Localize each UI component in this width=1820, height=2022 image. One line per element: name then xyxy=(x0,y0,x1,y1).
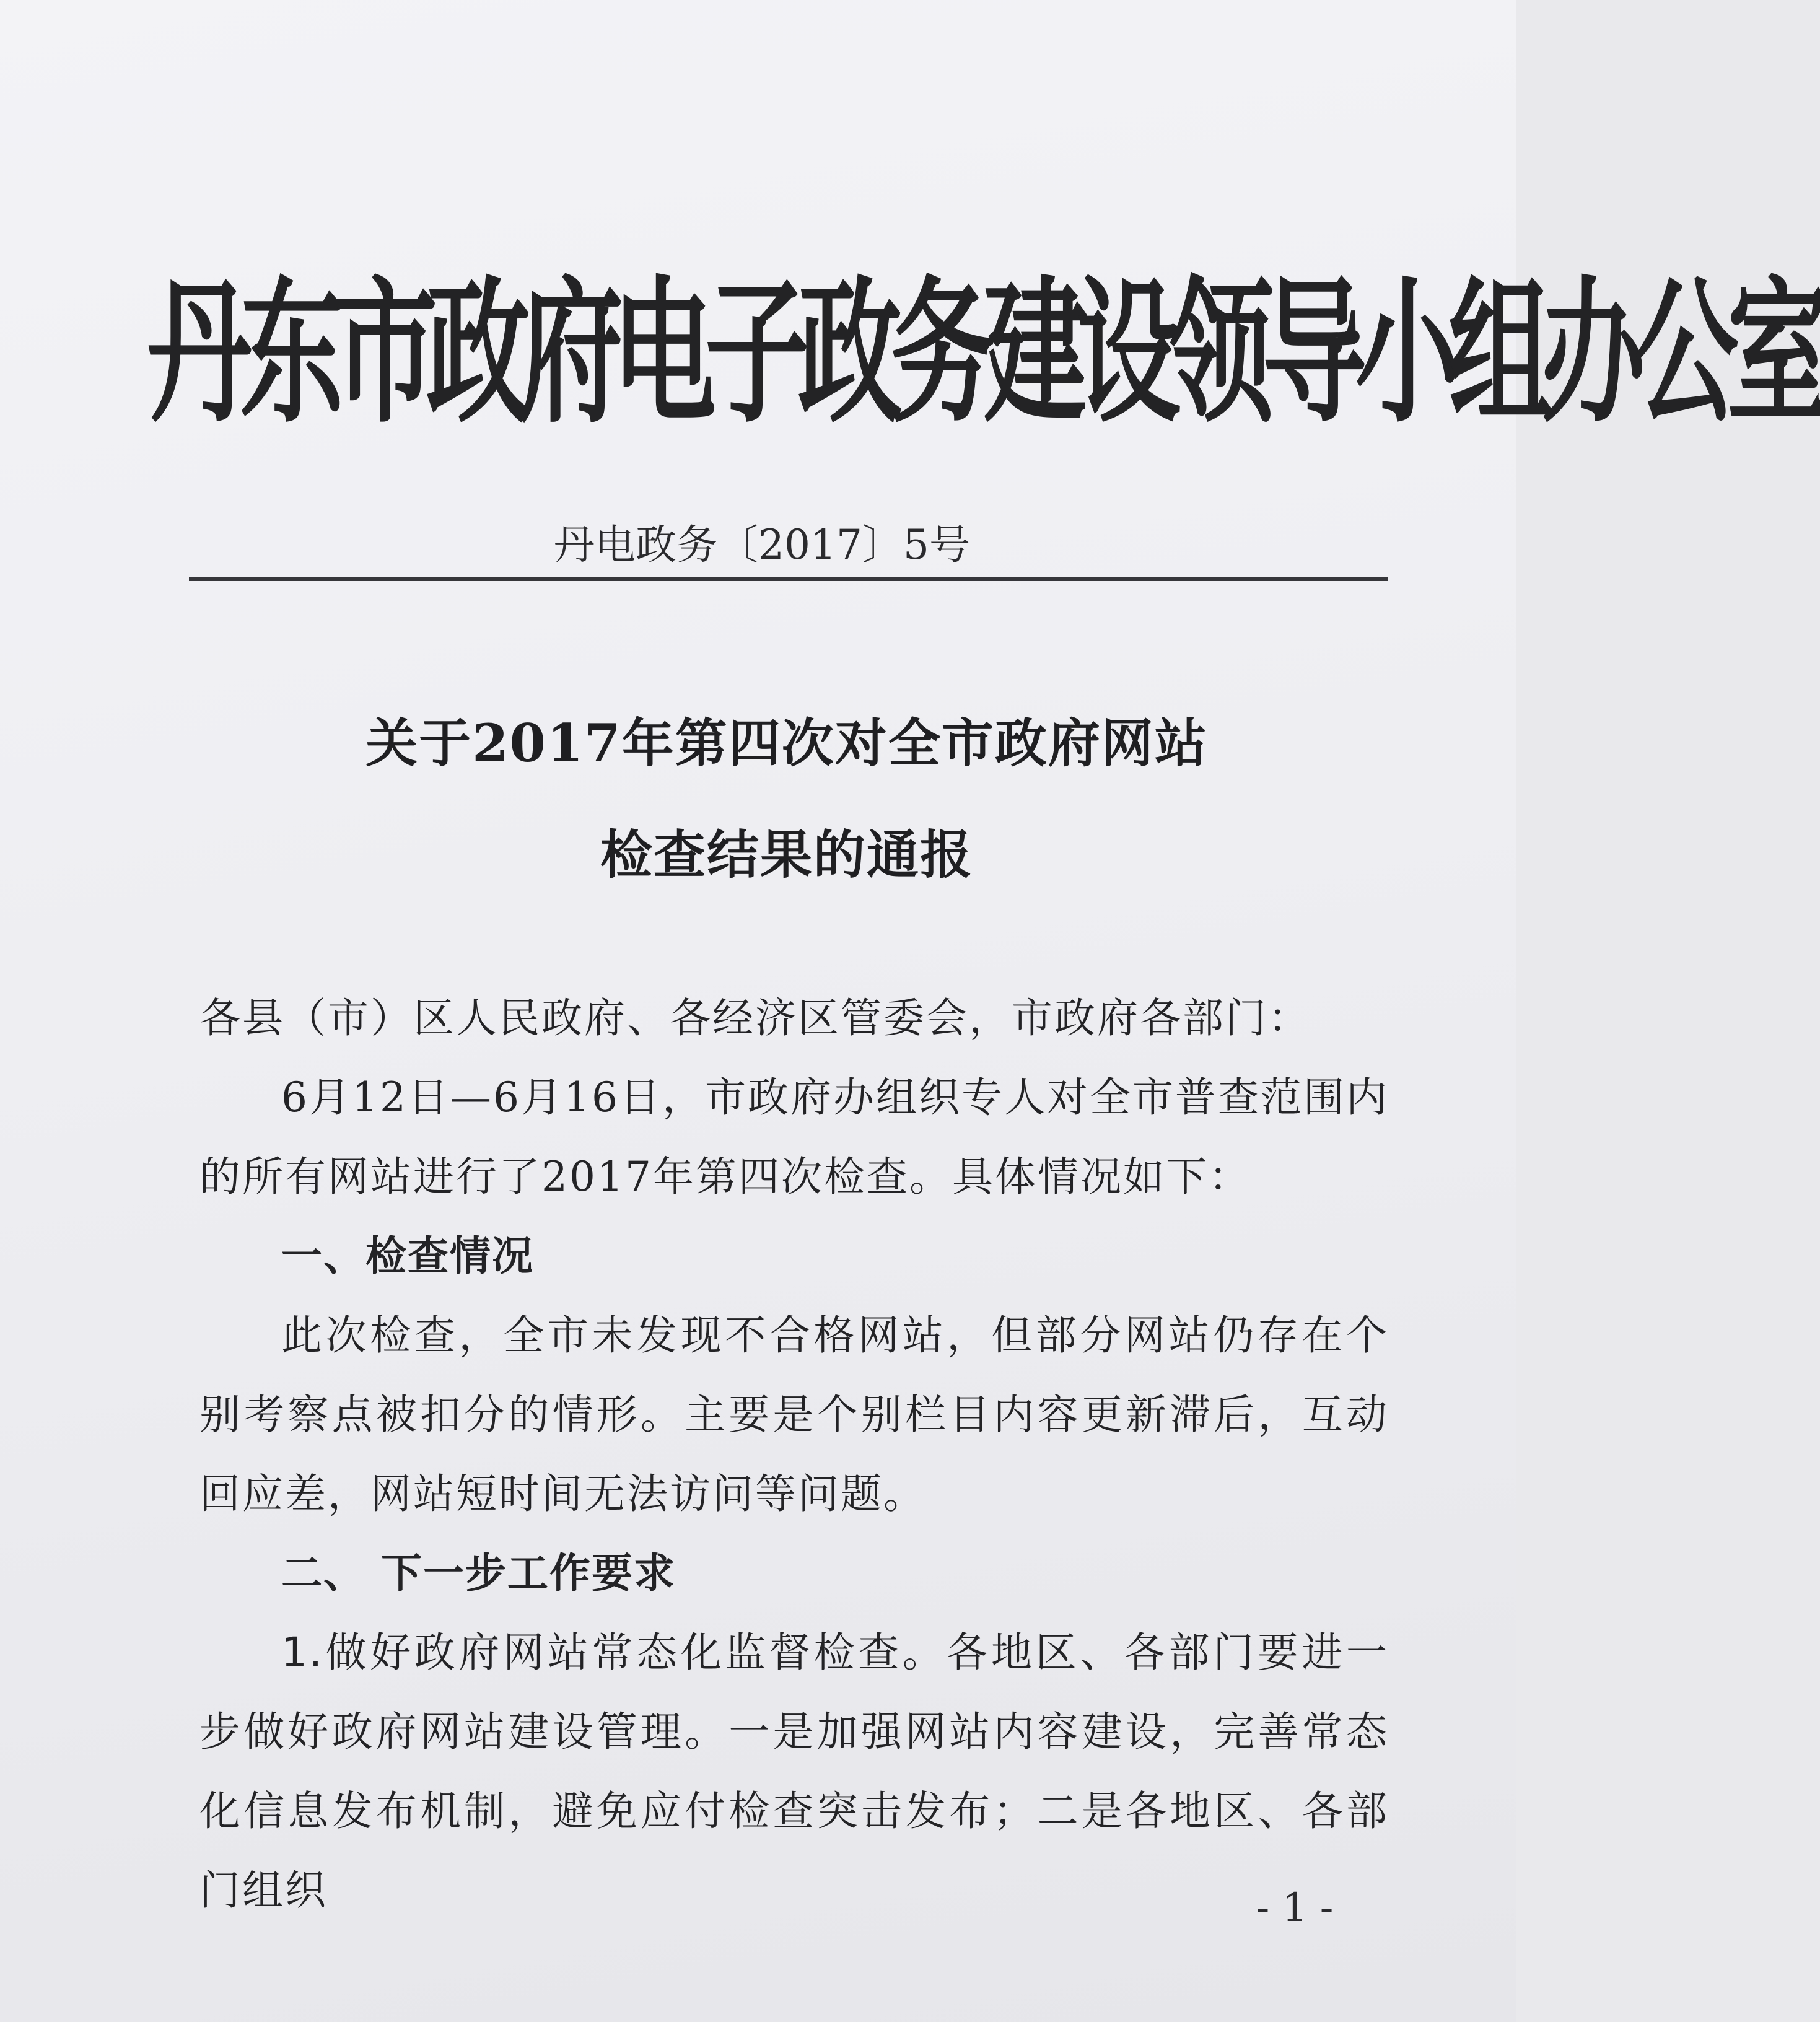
issuer-masthead: 丹东市政府电子政务建设领导小组办公室 xyxy=(147,262,1820,444)
header-divider xyxy=(189,577,1388,581)
document-title xyxy=(186,688,1388,911)
item-1-text: 各地区、各部门要进一步做好政府网站建设管理。一是加强网站内容建设，完善常态化信息发布机制，避免应付检查突击发布；二是各地区、各部门组织 xyxy=(199,1629,1389,1914)
item-1-lead: 1.做好政府网站常态化监督检查。 xyxy=(281,1629,947,1676)
section-2-heading: 二、 下一步工作要求 xyxy=(281,1549,676,1597)
section-1-heading: 一、检查情况 xyxy=(281,1232,534,1280)
document-body xyxy=(199,979,1389,1930)
intro-paragraph: 6月12日—6月16日，市政府办组织专人对全市普查范围内的所有网站进行了2017年第四次检查。具体情况如下： xyxy=(199,1074,1389,1201)
title-line-1: 关于2017年第四次对全市政府网站 xyxy=(365,712,1208,774)
page-number: - 1 - xyxy=(1256,1885,1334,1931)
salutation: 各县（市）区人民政府、各经济区管委会，市政府各部门： xyxy=(199,994,1311,1042)
title-line-2: 检查结果的通报 xyxy=(600,824,973,885)
item-1-paragraph xyxy=(199,1613,1389,1930)
section-1-paragraph: 此次检查，全市未发现不合格网站，但部分网站仍存在个别考察点被扣分的情形。主要是个别栏目内容更新滞后，互动回应差，网站短时间无法访问等问题。 xyxy=(199,1311,1389,1518)
document-number: 丹电政务〔2017〕5号 xyxy=(554,521,970,569)
